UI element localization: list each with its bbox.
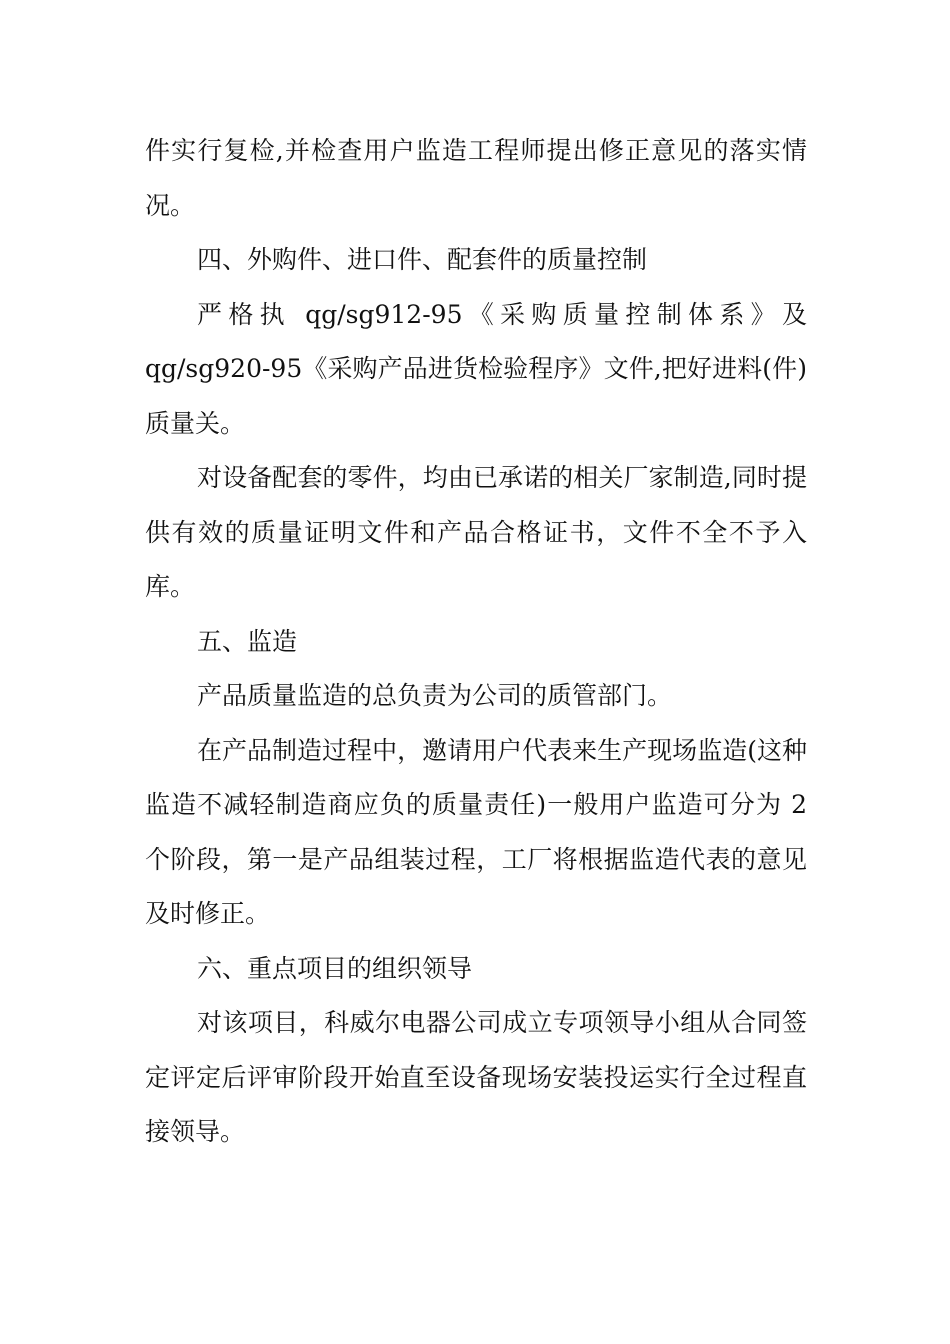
paragraph-continuation: 件实行复检,并检查用户监造工程师提出修正意见的落实情况。 bbox=[145, 136, 807, 220]
section-heading-6: 六、重点项目的组织领导 bbox=[197, 953, 473, 983]
section-heading-5: 五、监造 bbox=[197, 626, 298, 656]
paragraph-project-leadership: 对该项目，科威尔电器公司成立专项领导小组从合同签定评定后评审阶段开始直至设备现场安装投运实行全过程直接领导。 bbox=[145, 1008, 807, 1146]
section-heading-4: 四、外购件、进口件、配套件的质量控制 bbox=[197, 245, 648, 274]
paragraph-supervision-responsibility: 产品质量监造的总负责为公司的质管部门。 bbox=[197, 681, 673, 710]
paragraph-procurement-standards: 严格执 qg/sg912-95《采购质量控制体系》及 qg/sg920-95《采购产品进货检验程序》文件,把好进料(件)质量关。 bbox=[145, 299, 807, 438]
paragraph-user-supervision: 在产品制造过程中，邀请用户代表来生产现场监造(这种监造不减轻制造商应负的质量责任)一般用户监造可分为 2 个阶段，第一是产品组装过程，工厂将根据监造代表的意见及时修正。 bbox=[145, 735, 807, 928]
document-body bbox=[145, 124, 807, 1160]
paragraph-component-certification: 对设备配套的零件，均由已承诺的相关厂家制造,同时提供有效的质量证明文件和产品合格证书，文件不全不予入库。 bbox=[145, 463, 807, 601]
